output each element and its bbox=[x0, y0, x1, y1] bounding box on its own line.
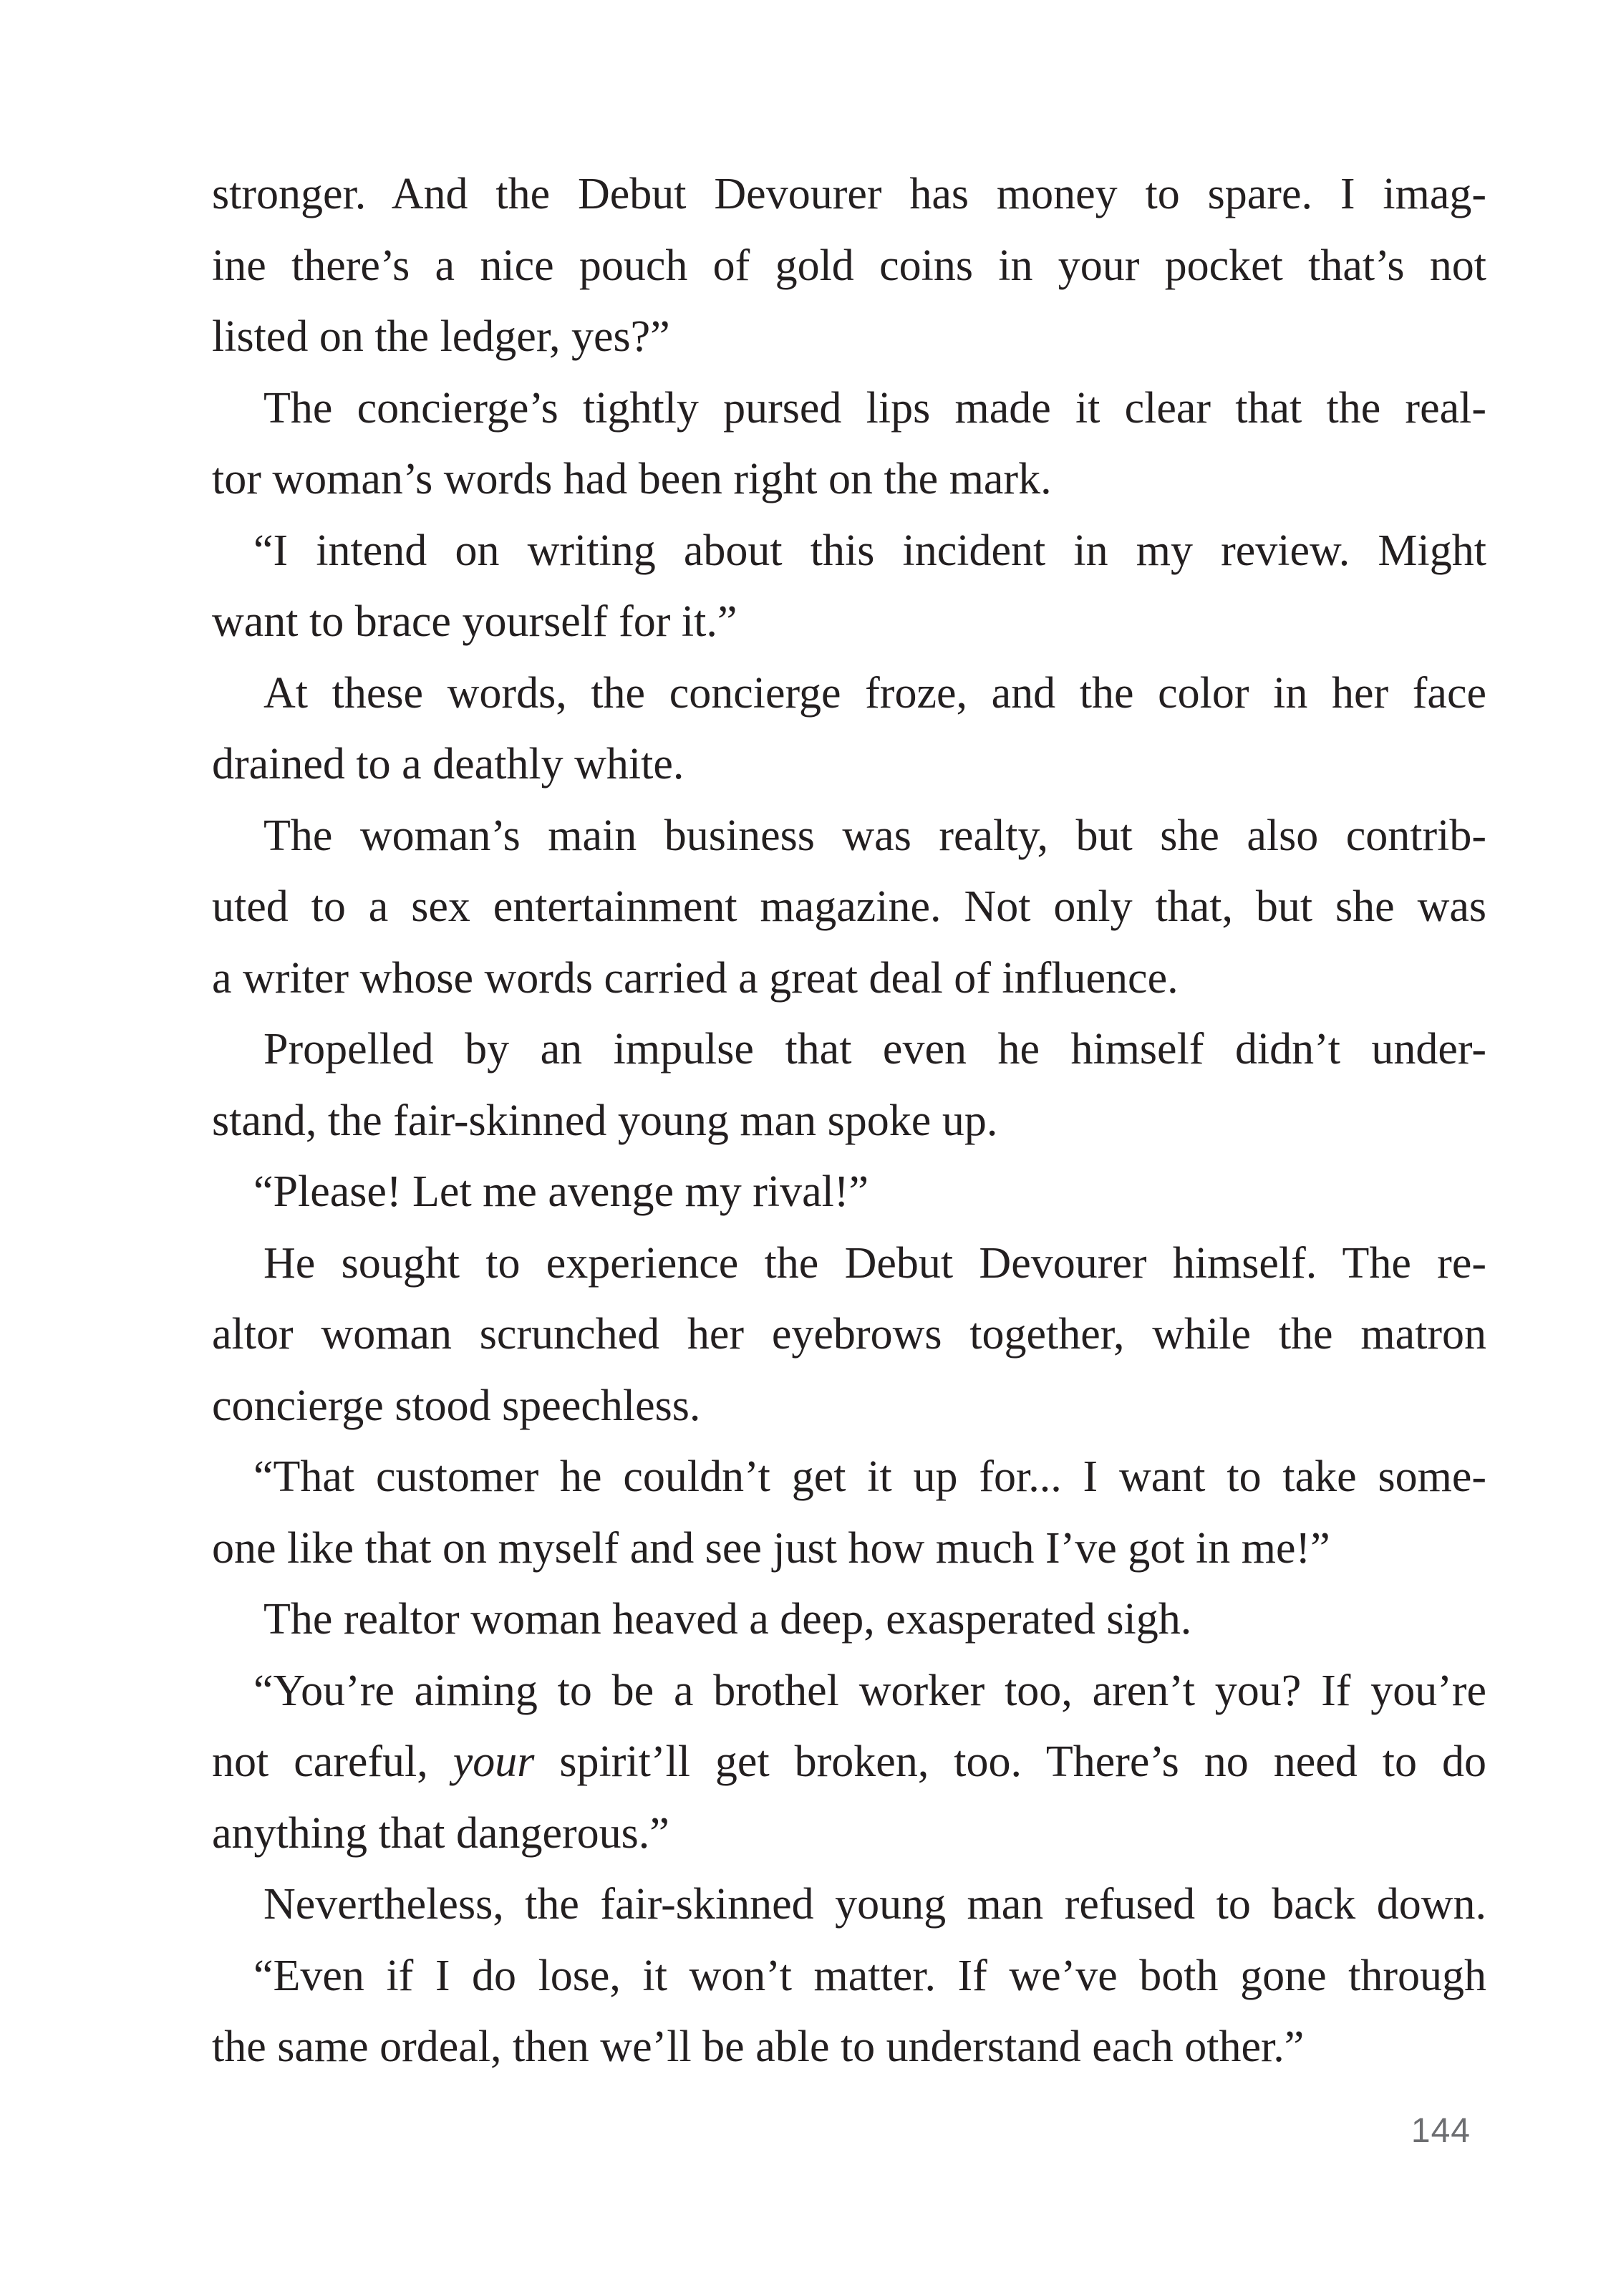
text-line: concierge stood speechless. bbox=[212, 1381, 701, 1430]
paragraph bbox=[212, 1584, 1486, 1656]
page-number: 144 bbox=[1411, 2112, 1471, 2150]
text-line: He sought to experience the Debut Devourer himself. The re- bbox=[263, 1238, 1486, 1288]
body-text bbox=[212, 159, 1486, 2083]
paragraph bbox=[212, 1228, 1486, 1442]
text-line: Nevertheless, the fair-skinned young man refused to back down. bbox=[263, 1880, 1486, 1929]
text-line: ine there’s a nice pouch of gold coins in your pocket that’s not bbox=[212, 241, 1486, 290]
paragraph bbox=[212, 1869, 1486, 1941]
text-line: “I intend on writing about this incident in my review. Might bbox=[253, 526, 1486, 575]
paragraph bbox=[212, 801, 1486, 1015]
text-line: The realtor woman heaved a deep, exasperated sigh. bbox=[263, 1595, 1192, 1644]
text-line: listed on the ledger, yes?” bbox=[212, 312, 670, 361]
text-line: “That customer he couldn’t get it up for... I want to take some- bbox=[253, 1452, 1486, 1501]
text-line: “You’re aiming to be a brothel worker too, aren’t you? If you’re bbox=[253, 1666, 1486, 1715]
text-line: “Even if I do lose, it won’t matter. If we’ve both gone through bbox=[253, 1951, 1486, 2000]
paragraph bbox=[212, 1014, 1486, 1157]
text-line: want to brace yourself for it.” bbox=[212, 597, 737, 646]
paragraph bbox=[212, 1157, 1486, 1228]
paragraph bbox=[212, 658, 1486, 801]
text-line: one like that on myself and see just how much I’ve got in me!” bbox=[212, 1523, 1330, 1573]
text-line: a writer whose words carried a great deal of influence. bbox=[212, 953, 1179, 1003]
text-line: tor woman’s words had been right on the mark. bbox=[212, 455, 1052, 503]
paragraph bbox=[212, 373, 1486, 516]
text-line: “Please! Let me avenge my rival!” bbox=[253, 1167, 869, 1216]
text-line: The concierge’s tightly pursed lips made it clear that the real- bbox=[263, 383, 1486, 433]
paragraph bbox=[212, 1656, 1486, 1870]
paragraph bbox=[212, 1941, 1486, 2083]
paragraph bbox=[212, 1442, 1486, 1584]
text-line: At these words, the concierge froze, and the color in her face bbox=[263, 668, 1486, 718]
text-segment: not careful, bbox=[212, 1737, 453, 1786]
text-line: Propelled by an impulse that even he himself didn’t under- bbox=[263, 1025, 1486, 1074]
text-line: stand, the fair-skinned young man spoke up. bbox=[212, 1096, 998, 1145]
text-segment: spirit’ll get broken, too. There’s no need to do bbox=[534, 1737, 1486, 1786]
paragraph bbox=[212, 159, 1486, 373]
text-line: the same ordeal, then we’ll be able to understand each other.” bbox=[212, 2022, 1305, 2071]
text-line: anything that dangerous.” bbox=[212, 1808, 669, 1858]
text-line: uted to a sex entertainment magazine. Not only that, but she was bbox=[212, 882, 1486, 931]
italic-word: your bbox=[453, 1737, 535, 1786]
text-line: altor woman scrunched her eyebrows together, while the matron bbox=[212, 1310, 1486, 1359]
text-line: drained to a deathly white. bbox=[212, 740, 684, 788]
text-line: The woman’s main business was realty, but she also contrib- bbox=[263, 811, 1486, 860]
paragraph bbox=[212, 516, 1486, 658]
text-line bbox=[212, 1727, 1486, 1798]
text-line: stronger. And the Debut Devourer has money to spare. I imag- bbox=[212, 170, 1486, 218]
